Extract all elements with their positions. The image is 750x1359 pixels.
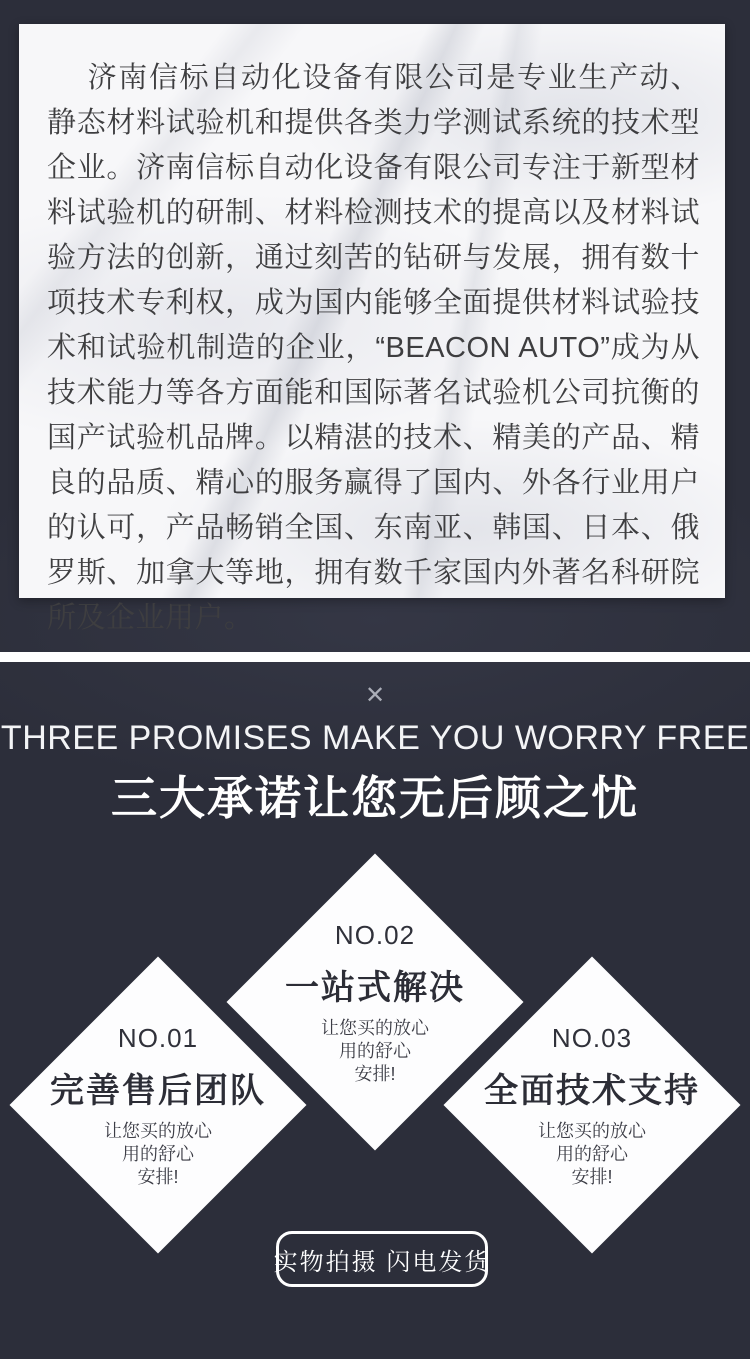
promise-title: 完善售后团队 bbox=[50, 1072, 266, 1110]
promise-line: 安排! bbox=[354, 1064, 396, 1084]
promise-card-3 bbox=[444, 957, 740, 1253]
promise-line: 让您买的放心 bbox=[104, 1121, 212, 1141]
promises-title-en: THREE PROMISES MAKE YOU WORRY FREE bbox=[0, 719, 750, 757]
promise-line: 用的舒心 bbox=[556, 1144, 628, 1164]
promise-title: 一站式解决 bbox=[285, 969, 465, 1007]
promise-number: NO.02 bbox=[334, 920, 416, 950]
promise-line: 让您买的放心 bbox=[538, 1121, 646, 1141]
company-intro-paragraph: 济南信标自动化设备有限公司是专业生产动、静态材料试验机和提供各类力学测试系统的技术型企业。济南信标自动化设备有限公司专注于新型材料试验机的研制、材料检测技术的提高以及材料试验方法的创新，通过刻苦的钻研与发展，拥有数十项技术专利权，成为国内能够全面提供材料试验技术和试验机制造的企业，“BEACON AUTO”成为从技术能力等各方面能和国际著名试验机公司抗衡的国产试验机品牌。以精湛的技术、精美的产品、精良的品质、精心的服务赢得了国内、外各行业用户的认可，产品畅销全国、东南亚、韩国、日本、俄罗斯、加拿大等地，拥有数千家国内外著名科研院所及企业用户。 bbox=[47, 62, 700, 634]
close-icon: ✕ bbox=[364, 682, 386, 709]
shipping-badge: 实物拍摄 闪电发货 bbox=[276, 1231, 488, 1287]
promise-line: 安排! bbox=[571, 1167, 613, 1187]
promise-line: 用的舒心 bbox=[122, 1144, 194, 1164]
promise-number: NO.01 bbox=[117, 1023, 199, 1053]
promise-line: 让您买的放心 bbox=[321, 1018, 429, 1038]
promise-number: NO.03 bbox=[551, 1023, 633, 1053]
section-divider bbox=[0, 652, 750, 662]
promise-title: 全面技术支持 bbox=[484, 1072, 700, 1110]
promises-title-zh: 三大承诺让您无后顾之忧 bbox=[111, 772, 639, 824]
promise-line: 安排! bbox=[137, 1167, 179, 1187]
promise-description bbox=[444, 1120, 740, 1189]
promise-line: 用的舒心 bbox=[339, 1041, 411, 1061]
company-intro-panel bbox=[19, 24, 725, 634]
